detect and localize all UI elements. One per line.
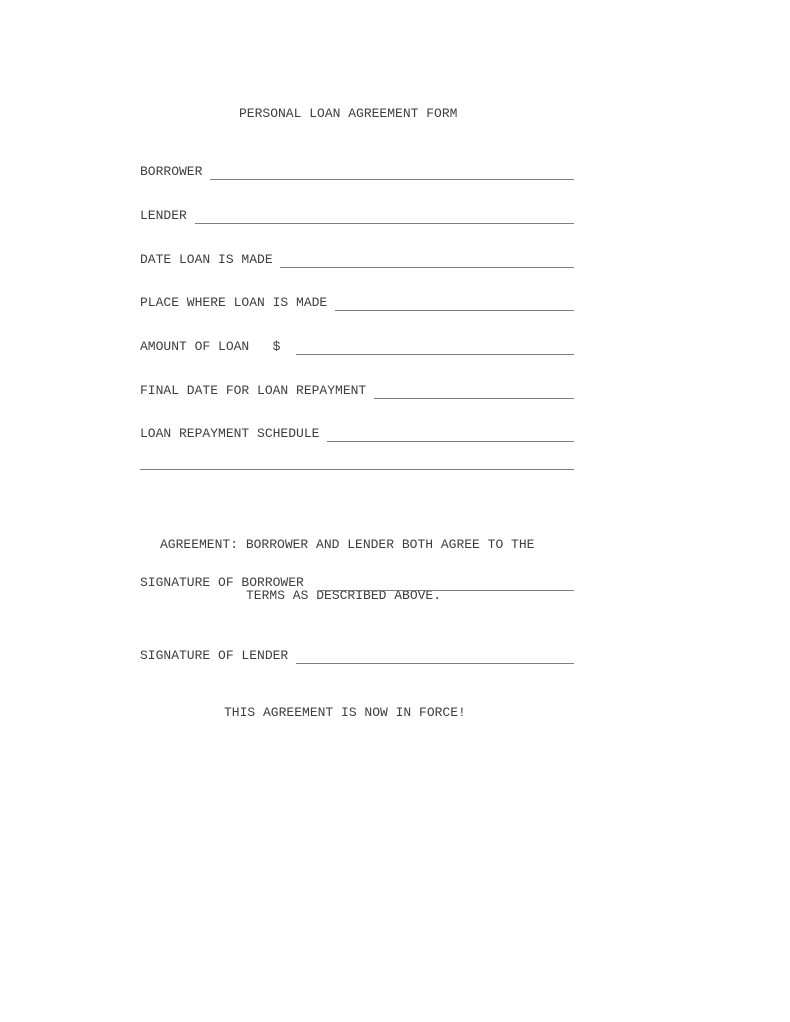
field-label-date-loan-made: DATE LOAN IS MADE (140, 252, 281, 267)
field-label-borrower: BORROWER (140, 164, 211, 179)
field-row-loan-amount (140, 337, 574, 355)
field-row-lender (140, 206, 574, 224)
blank-line-place-loan-made[interactable] (335, 293, 574, 311)
signature-label-borrower: SIGNATURE OF BORROWER (140, 575, 320, 590)
blank-line-final-repayment-date[interactable] (374, 381, 574, 399)
field-row-place-loan-made (140, 293, 574, 311)
blank-line-lender[interactable] (195, 206, 574, 224)
blank-line-borrower[interactable] (210, 162, 574, 180)
agreement-clause (160, 502, 534, 638)
field-row-date-loan-made (140, 250, 574, 268)
field-row-borrower (140, 162, 574, 180)
signature-label-lender: SIGNATURE OF LENDER (140, 648, 297, 663)
signature-row-borrower (140, 573, 574, 591)
blank-line-repayment-schedule[interactable] (327, 424, 574, 442)
field-label-place-loan-made: PLACE WHERE LOAN IS MADE (140, 295, 336, 310)
document-title: PERSONAL LOAN AGREEMENT FORM (239, 106, 458, 121)
field-row-repayment-schedule-continued (140, 452, 574, 470)
blank-line-date-loan-made[interactable] (280, 250, 574, 268)
signature-line-lender[interactable] (296, 646, 574, 664)
footer-statement: THIS AGREEMENT IS NOW IN FORCE! (224, 705, 466, 720)
signature-row-lender (140, 646, 574, 664)
blank-line-repayment-schedule-continued[interactable] (140, 452, 574, 470)
field-label-lender: LENDER (140, 208, 195, 223)
signature-line-borrower[interactable] (319, 573, 574, 591)
agreement-line-2: TERMS AS DESCRIBED ABOVE. (246, 588, 442, 603)
agreement-line-1: AGREEMENT: BORROWER AND LENDER BOTH AGREE TO THE (160, 537, 535, 552)
field-label-final-repayment-date: FINAL DATE FOR LOAN REPAYMENT (140, 383, 375, 398)
blank-line-loan-amount[interactable] (296, 337, 574, 355)
field-row-final-repayment-date (140, 381, 574, 399)
field-label-repayment-schedule: LOAN REPAYMENT SCHEDULE (140, 426, 328, 441)
field-row-repayment-schedule (140, 424, 574, 442)
field-label-loan-amount: AMOUNT OF LOAN $ (140, 339, 297, 354)
